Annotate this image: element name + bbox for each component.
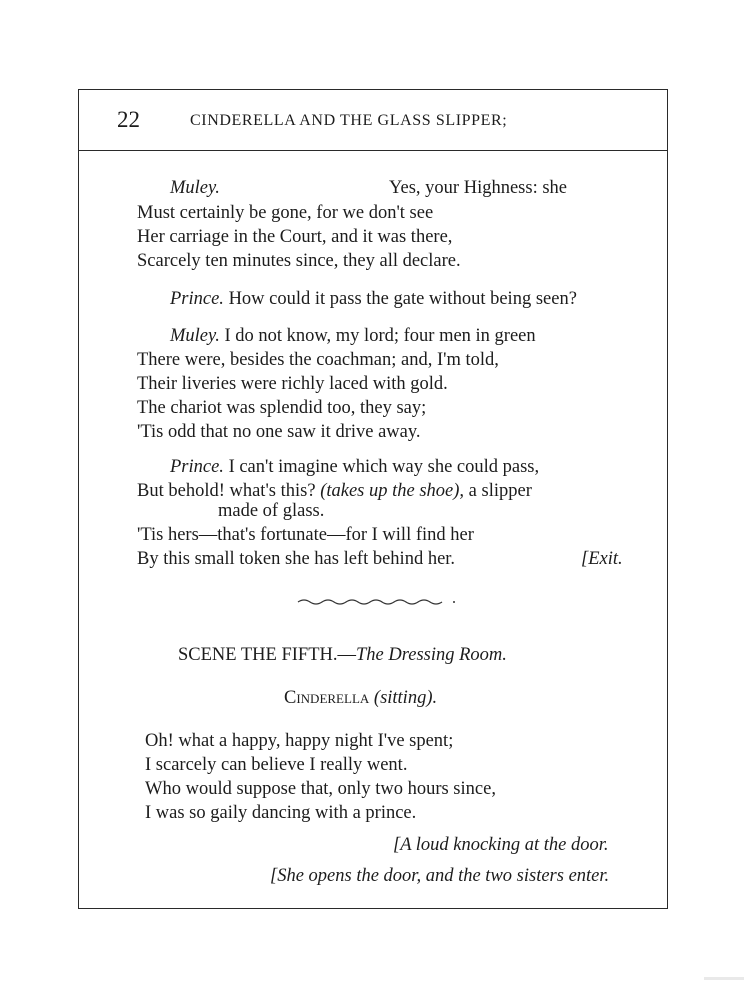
stage-direction — [270, 865, 609, 887]
verse-line: 'Tis odd that no one saw it drive away. — [137, 422, 421, 442]
speaker-prince: Prince. — [170, 457, 224, 477]
verse-line: Her carriage in the Court, and it was there, — [137, 227, 453, 247]
scan-edge-mark — [704, 977, 744, 980]
verse-line: Must certainly be gone, for we don't see — [137, 203, 434, 223]
bottom-rule — [78, 908, 668, 909]
verse-text: But behold! what's this? — [137, 481, 316, 501]
speech-muley — [170, 325, 536, 347]
speech-prince — [170, 288, 577, 310]
scene-location: The Dressing Room. — [356, 645, 507, 665]
verse-line: I was so gaily dancing with a prince. — [145, 803, 417, 823]
verse-line: By this small token she has left behind her. — [137, 549, 456, 569]
verse-line: Scarcely ten minutes since, they all declare. — [137, 251, 461, 271]
stage-direction-text: [She opens the door, — [270, 866, 422, 886]
stage-direction: [A loud knocking at the door. — [393, 835, 609, 855]
speaker-muley: Muley. — [170, 326, 220, 346]
verse-line: Who would suppose that, only two hours since, — [145, 779, 496, 799]
top-rule — [78, 89, 668, 90]
speaker-prince: Prince. — [170, 289, 224, 309]
scene-divider-ornament — [296, 596, 460, 608]
speaker-heading — [284, 688, 437, 709]
speaker-muley: Muley. — [170, 178, 220, 198]
verse-text: I do not know, my lord; four men in green — [224, 326, 536, 346]
verse-line: There were, besides the coachman; and, I'm told, — [137, 350, 499, 370]
scene-title — [178, 645, 507, 666]
verse-text: I can't imagine which way she could pass, — [228, 457, 540, 477]
page-number: 22 — [117, 107, 140, 132]
speaker-cinderella: Cinderella — [284, 688, 370, 708]
verse-line: I scarcely can believe I really went. — [145, 755, 408, 775]
verse-line: Oh! what a happy, happy night I've spent; — [145, 731, 454, 751]
stage-direction-exit: [Exit. — [581, 549, 623, 569]
verse-line: Yes, your Highness: she — [389, 178, 567, 198]
running-title: CINDERELLA AND THE GLASS SLIPPER; — [190, 112, 508, 129]
stage-direction: (sitting). — [373, 688, 438, 708]
verse-line: 'Tis hers—that's fortunate—for I will find her — [137, 525, 474, 545]
verse-line: Their liveries were richly laced with gold. — [137, 374, 448, 394]
speech-prince — [170, 456, 539, 478]
header-rule — [78, 150, 668, 151]
verse-text: How could it pass the gate without being seen? — [228, 289, 577, 309]
verse-line: The chariot was splendid too, they say; — [137, 398, 427, 418]
scene-heading: SCENE THE FIFTH.— — [178, 645, 356, 665]
verse-line: made of glass. — [218, 501, 325, 521]
verse-line — [137, 480, 532, 502]
verse-text: a slipper — [468, 481, 532, 501]
stage-direction-text: and the two sisters enter. — [425, 866, 610, 886]
stage-direction: (takes up the shoe), — [320, 481, 465, 501]
